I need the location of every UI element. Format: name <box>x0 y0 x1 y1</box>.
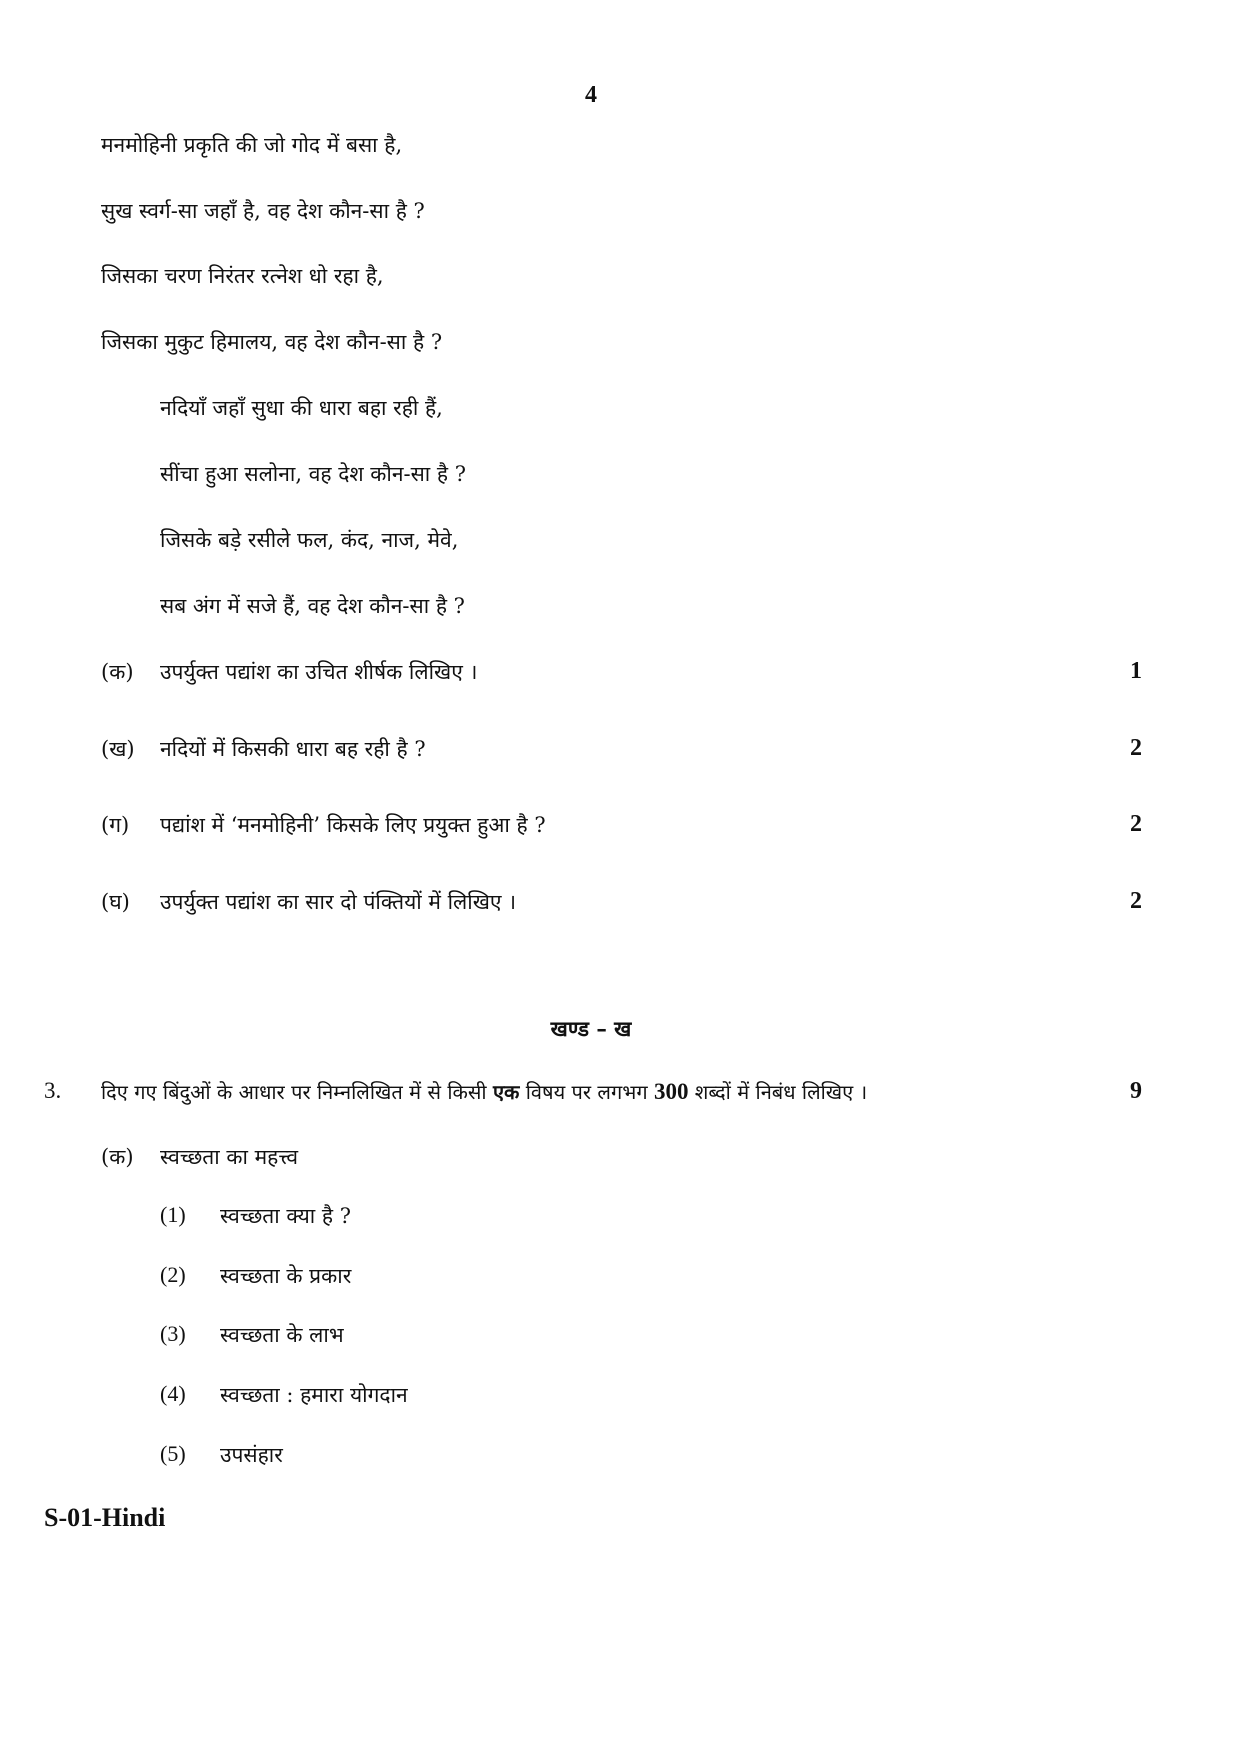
section-heading: खण्ड – ख <box>550 1016 632 1041</box>
question-text: उपर्युक्त पद्यांश का सार दो पंक्तियों में लिखिए । <box>160 890 517 914</box>
question-marks: 2 <box>1130 888 1142 914</box>
point-text: स्वच्छता के प्रकार <box>220 1264 352 1288</box>
footer-code: S-01-Hindi <box>44 1503 166 1532</box>
poem-line: जिसका मुकुट हिमालय, वह देश कौन-सा है ? <box>101 330 443 354</box>
question-text-part: दिए गए बिंदुओं के आधार पर निम्नलिखित में से किसी <box>101 1080 487 1104</box>
word-count: 300 <box>653 1079 689 1104</box>
point-number: (4) <box>160 1381 186 1406</box>
emphasis-text: एक <box>492 1080 520 1104</box>
poem-line: सुख स्वर्ग-सा जहाँ है, वह देश कौन-सा है ? <box>101 199 425 223</box>
point-number: (1) <box>160 1202 186 1227</box>
question-marks: 1 <box>1130 658 1142 684</box>
point-number: (3) <box>160 1321 186 1346</box>
poem-line: जिसके बड़े रसीले फल, कंद, नाज, मेवे, <box>160 528 459 552</box>
poem-line: सब अंग में सजे हैं, वह देश कौन-सा है ? <box>160 594 465 618</box>
question-text: नदियों में किसकी धारा बह रही है ? <box>160 737 426 761</box>
question-label: (ख) <box>101 737 135 761</box>
option-title: स्वच्छता का महत्त्व <box>160 1145 299 1169</box>
point-text: स्वच्छता क्या है ? <box>220 1204 351 1228</box>
option-label: (क) <box>101 1145 134 1169</box>
poem-line: सींचा हुआ सलोना, वह देश कौन-सा है ? <box>160 462 467 486</box>
poem-line: जिसका चरण निरंतर रत्नेश धो रहा है, <box>101 264 384 288</box>
point-number: (2) <box>160 1262 186 1287</box>
question-label: (ग) <box>101 813 130 837</box>
poem-line: नदियाँ जहाँ सुधा की धारा बहा रही हैं, <box>160 396 443 420</box>
question-marks: 9 <box>1130 1078 1142 1104</box>
question-label: (घ) <box>101 890 130 914</box>
question-text-part: विषय पर लगभग <box>525 1080 648 1104</box>
question-text-part: शब्दों में निबंध लिखिए । <box>694 1080 868 1104</box>
point-text: उपसंहार <box>220 1443 283 1467</box>
question-number: 3. <box>44 1078 62 1103</box>
point-text: स्वच्छता : हमारा योगदान <box>220 1383 408 1407</box>
question-text: पद्यांश में ‘मनमोहिनी’ किसके लिए प्रयुक्त हुआ है ? <box>160 813 546 837</box>
point-number: (5) <box>160 1441 186 1466</box>
point-text: स्वच्छता के लाभ <box>220 1323 344 1347</box>
question-marks: 2 <box>1130 735 1142 761</box>
question-label: (क) <box>101 660 134 684</box>
question-text: उपर्युक्त पद्यांश का उचित शीर्षक लिखिए । <box>160 660 478 684</box>
question-marks: 2 <box>1130 811 1142 837</box>
question-text <box>101 1078 867 1105</box>
page-number: 4 <box>585 82 597 108</box>
poem-line: मनमोहिनी प्रकृति की जो गोद में बसा है, <box>101 133 403 157</box>
